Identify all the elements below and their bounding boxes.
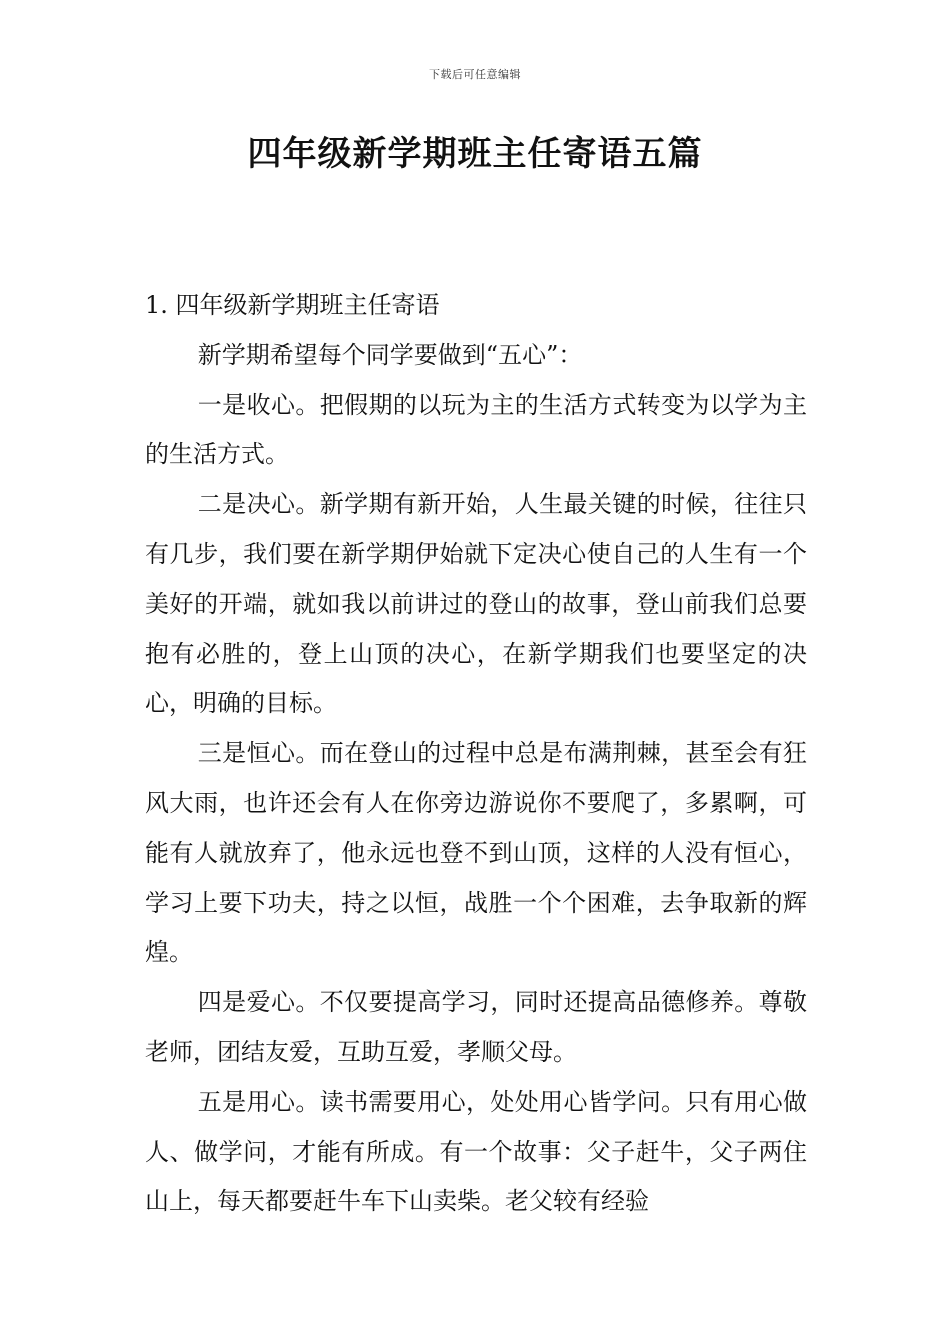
document-body <box>145 281 807 1227</box>
section-heading: 1. 四年级新学期班主任寄语 <box>145 291 440 319</box>
paragraph-intro: 新学期希望每个同学要做到“五心”： <box>197 340 583 369</box>
paragraph-fourth-heart: 四是爱心。不仅要提高学习，同时还提高品德修养。尊敬老师，团结友爱，互助互爱，孝顺父母。 <box>145 988 807 1066</box>
paragraph-third-heart: 三是恒心。而在登山的过程中总是布满荆棘，甚至会有狂风大雨，也许还会有人在你旁边游说你不要爬了，多累啊，可能有人就放弃了，他永远也登不到山顶，这样的人没有恒心，学习上要下功夫，持之以恒，战胜一个个困难，去争取新的辉煌。 <box>145 739 807 967</box>
paragraph-second-heart: 二是决心。新学期有新开始，人生最关键的时候，往往只有几步，我们要在新学期伊始就下定决心使自己的人生有一个美好的开端，就如我以前讲过的登山的故事，登山前我们总要抱有必胜的，登上山顶的决心，在新学期我们也要坚定的决心，明确的目标。 <box>145 490 807 718</box>
document-title: 四年级新学期班主任寄语五篇 <box>247 134 703 174</box>
paragraph-first-heart: 一是收心。把假期的以玩为主的生活方式转变为以学为主的生活方式。 <box>145 390 807 469</box>
paragraph-fifth-heart: 五是用心。读书需要用心，处处用心皆学问。只有用心做人、做学问，才能有所成。有一个故事：父子赶牛，父子两住山上，每天都要赶牛车下山卖柴。老父较有经验 <box>145 1087 807 1216</box>
page-header-note: 下载后可任意编辑 <box>429 68 521 81</box>
